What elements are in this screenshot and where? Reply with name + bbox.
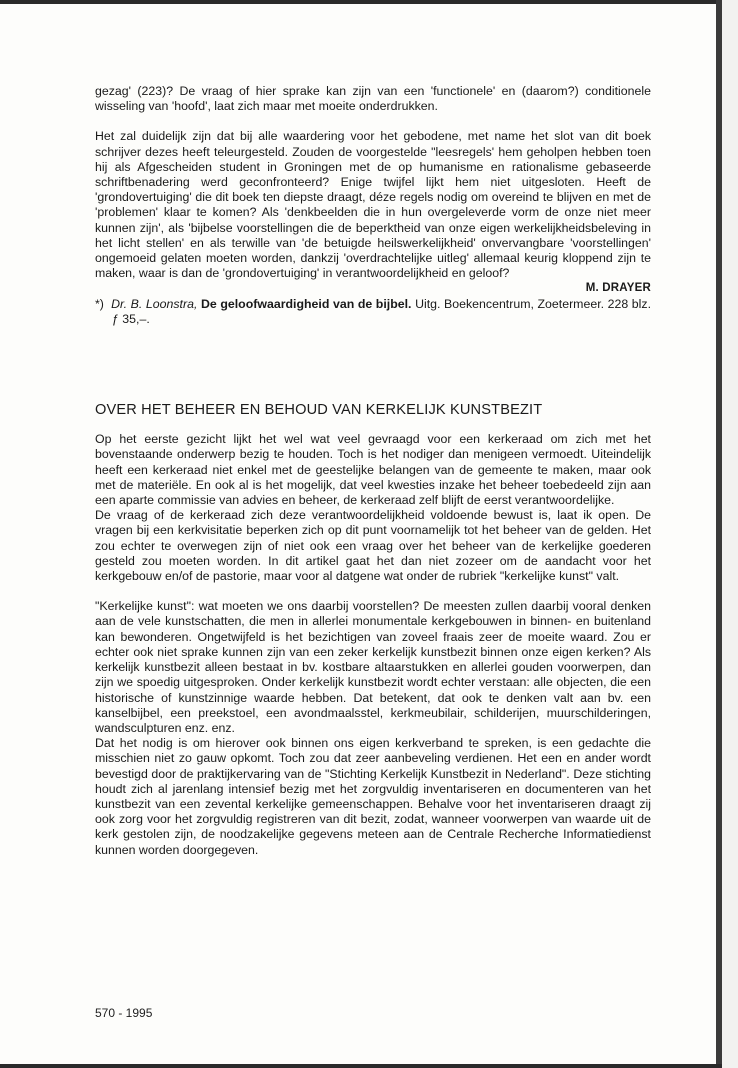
- review-signature: M. DRAYER: [585, 282, 651, 295]
- scan-margin-right: [722, 0, 738, 1068]
- article-paragraph-4: Dat het nodig is om hierover ook binnen ons eigen kerkverband te spreken, is een gedachte die misschien niet zo gauw opkomt. Toch zou dat zeer aanbeveling verdienen. Het een en ander wordt bevestigd door de praktijkervaring van de "Stichting Kerkelijk Kunstbezit in Nederland". Deze stichting houdt zich al jarenlang intensief bezig met het zorgvuldig inventariseren en documenteren van het kunstbezit van een zevental kerkelijke gemeenschappen. Behalve voor het inventariseren draagt zij ook zorg voor het zorgvuldig registreren van dit bezit, zodat, wanneer voorwerpen van waarde uit de kerk gestolen zijn, de noodzakelijke gegevens meteen aan de Centrale Recherche Informatiedienst kunnen worden doorgegeven.: [95, 736, 651, 857]
- review-paragraph-2: Het zal duidelijk zijn dat bij alle waardering voor het gebodene, met name het slot van dit boek schrijver dezes heeft teleurgesteld. Zouden de voorgestelde "leesregels' hem geholpen hebben toen hij als Afgescheiden student in Groningen met de op humanisme en rationalisme gebaseerde schriftbenadering werd geconfronteerd? Enige twijfel lijkt hem niet uitgesloten. Heeft de 'grondovertuiging' die dit boek ten diepste draagt, déze regels nodig om overeind te blijven en met de 'problemen' klaar te komen? Als 'denkbeelden die in hun overgeleverde vorm de onze niet meer kunnen zijn', als 'bijbelse voorstellingen die de beperktheid van onze eigen werkelijkheidsbeleving in het licht stellen' en als terwille van 'de betuigde heilswerkelijkheid' onvervangbare 'voorstellingen' ongemoeid gelaten moeten worden, dankzij 'overdrachtelijke uitleg' allemaal keurig kloppend zijn te maken, waar is dan de 'grondovertuiging' in verantwoordelijkheid en geloof?: [95, 129, 651, 281]
- footnote-author: Dr. B. Loonstra,: [111, 296, 198, 311]
- scan-edge-top: [0, 0, 722, 4]
- footnote-book-title: De geloofwaardigheid van de bijbel.: [200, 296, 412, 311]
- article-paragraph-3: "Kerkelijke kunst": wat moeten we ons daarbij voorstellen? De meesten zullen daarbij vooral denken aan de vele kunstschatten, die men in allerlei monumentale kerkgebouwen in binnen- en buitenland kan bewonderen. Ongetwijfeld is het bezichtigen van zoveel fraais zeer de moeite waard. Zou er echter ook niet sprake kunnen zijn van een zeker kerkelijk kunstbezit binnen onze eigen kerken? Als kerkelijk kunstbezit alleen bestaat in bv. kostbare altaarstukken en allerlei gouden voorwerpen, dan zijn we spoedig uitgesproken. Onder kerkelijk kunstbezit wordt echter verstaan: alle objecten, die een historische of kunstzinnige waarde hebben. Dat betekent, dat ook te denken valt aan bv. een kanselbijbel, een preekstoel, een avondmaalsstel, kerkmeubilair, schilderijen, muurschilderingen, wandsculpturen enz. enz.: [95, 599, 651, 735]
- article-heading: OVER HET BEHEER EN BEHOUD VAN KERKELIJK KUNSTBEZIT: [95, 402, 543, 419]
- scan-edge-bottom: [0, 1064, 722, 1068]
- review-paragraph-1: gezag' (223)? De vraag of hier sprake kan zijn van een 'functionele' en (daarom?) conditionele wisseling van 'hoofd', laat zich maar met moeite onderdrukken.: [95, 84, 651, 114]
- footnote-marker: *): [95, 296, 104, 311]
- page-number: 570 - 1995: [95, 1006, 153, 1020]
- article-paragraph-1: Op het eerste gezicht lijkt het wel wat veel gevraagd voor een kerkeraad om zich met het bovenstaande onderwerp bezig te houden. Toch is het nodiger dan menigeen vermoedt. Uiteindelijk heeft een kerkeraad niet enkel met de geestelijke belangen van de gemeente te maken, maar ook met de materiële. En ook al is het mogelijk, dat veel kwesties inzake het beheer toebedeeld zijn aan een aparte commissie van advies en beheer, de kerkeraad zelf blijft de eerst verantwoordelijke.: [95, 432, 651, 508]
- footnote-publisher: Uitg. Boekencentrum, Zoetermeer. 228 blz. ƒ 35,–.: [112, 296, 652, 326]
- article-paragraph-2: De vraag of de kerkeraad zich deze verantwoordelijkheid voldoende bewust is, laat ik open. De vragen bij een kerkvisitatie beperken zich op dit punt voornamelijk tot het beheer van de gelden. Het zou echter te overwegen zijn of niet ook een vraag over het beheer van de kerkelijke goederen gesteld zou moeten worden. In dit artikel gaat het dan niet zozeer om de aandacht voor het kerkgebouw en/of de pastorie, maar voor al datgene wat onder de rubriek "kerkelijke kunst" valt.: [95, 508, 651, 584]
- page-content: [95, 84, 651, 858]
- review-footnote: [95, 297, 651, 327]
